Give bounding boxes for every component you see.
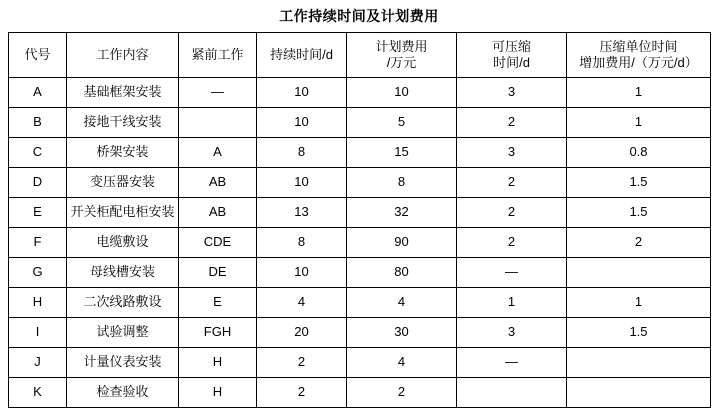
- cell-code: G: [9, 258, 67, 288]
- column-header-predecessor-line1: 紧前工作: [191, 46, 244, 62]
- column-header-compressible-line1: 可压缩: [491, 38, 531, 54]
- cell-code: E: [9, 198, 67, 228]
- cell-extra-cost: [567, 378, 711, 408]
- cell-compressible: 2: [457, 108, 567, 138]
- column-header-extra-cost-line1: 压缩单位时间: [599, 38, 678, 54]
- cell-code: C: [9, 138, 67, 168]
- cell-duration: 2: [257, 348, 347, 378]
- cell-compressible: 3: [457, 78, 567, 108]
- table-row: [9, 138, 711, 168]
- cell-cost: 4: [347, 348, 457, 378]
- cell-compressible: —: [457, 258, 567, 288]
- cell-content: 电缆敷设: [67, 228, 179, 258]
- table-body: [9, 78, 711, 408]
- column-header-compressible: [457, 33, 567, 78]
- cell-predecessor: H: [179, 378, 257, 408]
- cell-duration: 20: [257, 318, 347, 348]
- cell-content: 二次线路敷设: [67, 288, 179, 318]
- cell-predecessor: —: [179, 78, 257, 108]
- cell-cost: 30: [347, 318, 457, 348]
- table-row: [9, 198, 711, 228]
- cell-code: D: [9, 168, 67, 198]
- cell-duration: 10: [257, 168, 347, 198]
- column-header-code-line1: 代号: [24, 46, 51, 62]
- column-header-compressible-line2: 时间/d: [493, 55, 530, 70]
- cell-predecessor: A: [179, 138, 257, 168]
- cell-duration: 8: [257, 138, 347, 168]
- cell-duration: 10: [257, 258, 347, 288]
- cell-cost: 8: [347, 168, 457, 198]
- cell-extra-cost: 0.8: [567, 138, 711, 168]
- cell-compressible: 2: [457, 198, 567, 228]
- table-row: [9, 228, 711, 258]
- cell-content: 试验调整: [67, 318, 179, 348]
- cell-cost: 15: [347, 138, 457, 168]
- cell-compressible: —: [457, 348, 567, 378]
- cell-extra-cost: 1.5: [567, 318, 711, 348]
- cell-cost: 2: [347, 378, 457, 408]
- table-row: [9, 378, 711, 408]
- cell-code: A: [9, 78, 67, 108]
- cell-duration: 10: [257, 78, 347, 108]
- work-duration-cost-table: [8, 32, 711, 408]
- cell-code: I: [9, 318, 67, 348]
- cell-content: 检查验收: [67, 378, 179, 408]
- cell-predecessor: AB: [179, 168, 257, 198]
- cell-compressible: 3: [457, 138, 567, 168]
- cell-predecessor: DE: [179, 258, 257, 288]
- cell-extra-cost: 1: [567, 108, 711, 138]
- page-title: 工作持续时间及计划费用: [279, 8, 439, 24]
- cell-cost: 4: [347, 288, 457, 318]
- column-header-code: [9, 33, 67, 78]
- column-header-cost-line2: /万元: [386, 55, 417, 70]
- table-row: [9, 168, 711, 198]
- table-header: [9, 33, 711, 78]
- cell-extra-cost: [567, 258, 711, 288]
- cell-extra-cost: 1: [567, 288, 711, 318]
- table-row: [9, 258, 711, 288]
- cell-content: 接地干线安装: [67, 108, 179, 138]
- cell-extra-cost: 1: [567, 78, 711, 108]
- cell-content: 母线槽安装: [67, 258, 179, 288]
- cell-predecessor: FGH: [179, 318, 257, 348]
- cell-cost: 5: [347, 108, 457, 138]
- cell-content: 变压器安装: [67, 168, 179, 198]
- cell-compressible: 1: [457, 288, 567, 318]
- cell-predecessor: [179, 108, 257, 138]
- cell-cost: 10: [347, 78, 457, 108]
- cell-content: 计量仪表安装: [67, 348, 179, 378]
- cell-code: F: [9, 228, 67, 258]
- cell-duration: 10: [257, 108, 347, 138]
- cell-extra-cost: 1.5: [567, 198, 711, 228]
- table-row: [9, 348, 711, 378]
- column-header-extra-cost-line2: 增加费用/（万元/d）: [579, 55, 698, 70]
- table-row: [9, 108, 711, 138]
- cell-extra-cost: 2: [567, 228, 711, 258]
- cell-compressible: 3: [457, 318, 567, 348]
- cell-compressible: 2: [457, 168, 567, 198]
- cell-duration: 4: [257, 288, 347, 318]
- table-row: [9, 288, 711, 318]
- cell-predecessor: AB: [179, 198, 257, 228]
- cell-predecessor: H: [179, 348, 257, 378]
- cell-predecessor: CDE: [179, 228, 257, 258]
- column-header-cost-line1: 计划费用: [375, 38, 428, 54]
- table-row: [9, 78, 711, 108]
- cell-predecessor: E: [179, 288, 257, 318]
- cell-compressible: 2: [457, 228, 567, 258]
- column-header-extra-cost: [567, 33, 711, 78]
- cell-cost: 80: [347, 258, 457, 288]
- column-header-duration-line1: 持续时间/d: [270, 46, 333, 62]
- column-header-predecessor: [179, 33, 257, 78]
- table-row: [9, 318, 711, 348]
- cell-compressible: [457, 378, 567, 408]
- cell-code: H: [9, 288, 67, 318]
- cell-extra-cost: 1.5: [567, 168, 711, 198]
- column-header-content-line1: 工作内容: [96, 46, 149, 62]
- cell-extra-cost: [567, 348, 711, 378]
- cell-content: 开关柜配电柜安装: [67, 198, 179, 228]
- cell-content: 基础框架安装: [67, 78, 179, 108]
- cell-content: 桥架安装: [67, 138, 179, 168]
- cell-code: J: [9, 348, 67, 378]
- cell-cost: 90: [347, 228, 457, 258]
- column-header-content: [67, 33, 179, 78]
- cell-code: B: [9, 108, 67, 138]
- cell-cost: 32: [347, 198, 457, 228]
- cell-duration: 13: [257, 198, 347, 228]
- table-header-row: [9, 33, 711, 78]
- cell-duration: 8: [257, 228, 347, 258]
- cell-code: K: [9, 378, 67, 408]
- column-header-cost: [347, 33, 457, 78]
- column-header-duration: [257, 33, 347, 78]
- cell-duration: 2: [257, 378, 347, 408]
